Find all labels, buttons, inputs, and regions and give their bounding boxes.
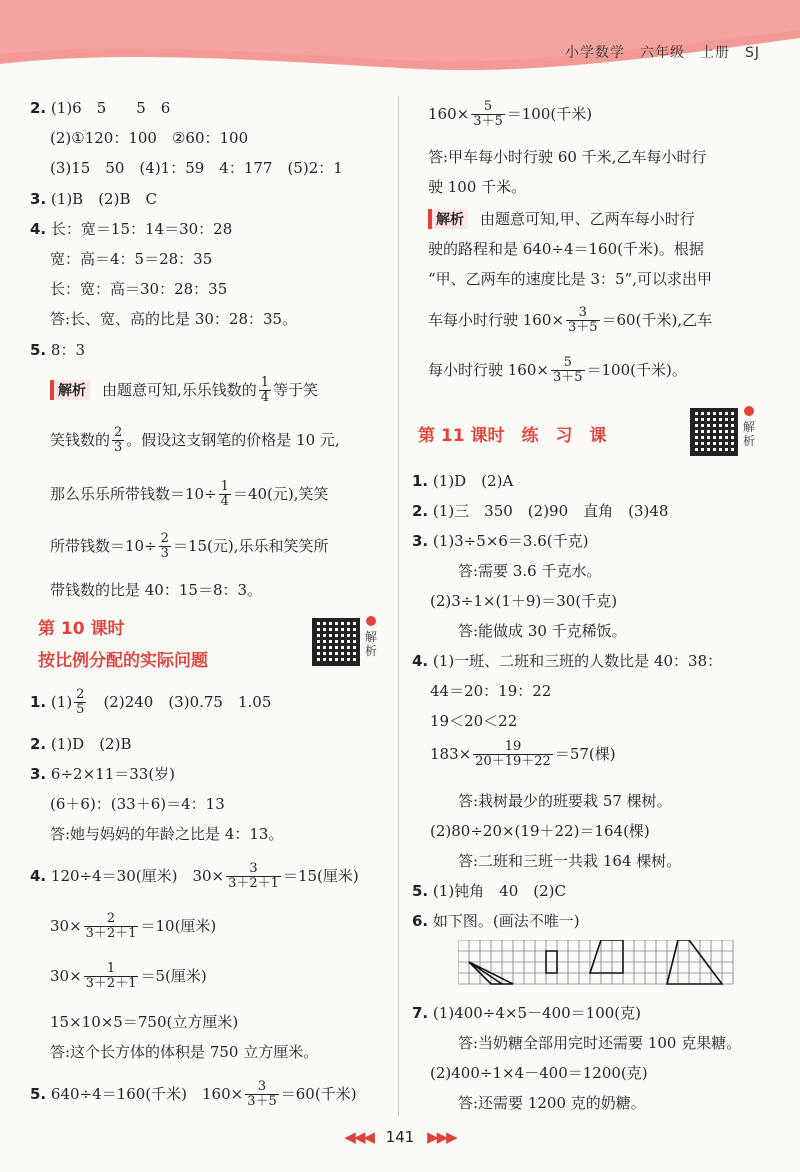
qr-label: 解析 [742,420,755,448]
play-icon [744,406,754,416]
answer-line: 2. (1)6 5 5 6 [30,99,171,117]
lesson-11-title: 第 11 课时 练 习 课 [418,426,607,446]
qr-code-icon[interactable] [690,408,738,456]
header-band [0,0,800,80]
analysis-line: 那么乐乐所带钱数＝10÷ $\frac{1}{4}$ ＝40(元),笑笑 [50,479,329,510]
analysis-line: 笑钱数的 $\frac{2}{3}$ 。假设这支钢笔的价格是 10 元, [50,425,340,456]
analysis-line: “甲、乙两车的速度比是 3：5”,可以求出甲 [428,270,712,288]
answer-line: 答:能做成 30 千克稀饭。 [458,622,627,640]
answer-line: 183× $\frac{19}{20+19+22}$ ＝57(棵) [430,739,616,770]
answer-line: 答:她与妈妈的年龄之比是 4：13。 [50,825,284,843]
column-divider [398,96,399,1116]
answer-line: 1. (1) $\frac{2}{5}$ (2)240 (3)0.75 1.05 [30,687,272,718]
answer-line: 2. (1)D (2)B [30,735,132,753]
page-number: 141 [385,1128,415,1146]
prev-arrows-icon: ◀◀◀ [344,1128,373,1146]
answer-line: 6. 如下图。(画法不唯一) [412,912,580,930]
answer-line: 5. 8：3 [30,341,86,359]
next-arrows-icon: ▶▶▶ [427,1128,456,1146]
analysis-line: 所带钱数＝10÷ $\frac{2}{3}$ ＝15(元),乐乐和笑笑所 [50,531,329,562]
analysis-line: 解析 由题意可知,甲、乙两车每小时行 [428,208,695,229]
answer-line: (2)3÷1×(1＋9)＝30(千克) [430,592,618,610]
analysis-tag: 解析 [428,209,468,229]
answer-line: 3. (1)3÷5×6＝3.6(千克) [412,532,589,550]
answer-line: 19＜20＜22 [430,712,518,730]
answer-line: 30× $\frac{2}{3+2+1}$ ＝10(厘米) [50,911,217,942]
analysis-line: 车每小时行驶 160× $\frac{3}{3+5}$ ＝60(千米),乙车 [428,305,713,336]
page-footer [0,1128,800,1146]
answer-line: 5. 640÷4＝160(千米) 160× $\frac{3}{3+5}$ ＝60(千米) [30,1079,357,1110]
answer-line: 4. 长：宽＝15：14＝30：28 [30,220,233,238]
answer-line: 3. (1)B (2)B C [30,190,157,208]
answer-line: 5. (1)钝角 40 (2)C [412,882,566,900]
answer-line: 宽：高＝4：5＝28：35 [50,250,213,268]
lesson-10-subtitle: 按比例分配的实际问题 [38,651,208,671]
answer-line: 答:需要 3.6 千克水。 [458,562,602,580]
answer-line: 160× $\frac{5}{3+5}$ ＝100(千米) [428,99,593,130]
answer-line: 1. (1)D (2)A [412,472,514,490]
answer-line: 长：宽：高＝30：28：35 [50,280,228,298]
analysis-tag: 解析 [50,380,90,400]
lesson-10-title: 第 10 课时 [38,619,125,639]
play-icon [366,616,376,626]
answer-line: 4. (1)一班、二班和三班的人数比是 40：38： [412,652,723,670]
analysis-line: 每小时行驶 160× $\frac{5}{3+5}$ ＝100(千米)。 [428,355,687,386]
answer-line: (2)80÷20×(19＋22)＝164(棵) [430,822,650,840]
qr-code-icon[interactable] [312,618,360,666]
answer-line: 答:还需要 1200 克的奶糖。 [458,1094,646,1112]
answer-line: 2. (1)三 350 (2)90 直角 (3)48 [412,502,669,520]
answer-line: 答:长、宽、高的比是 30：28：35。 [50,310,298,328]
qr-label: 解析 [364,630,377,658]
answer-line: 30× $\frac{1}{3+2+1}$ ＝5(厘米) [50,961,207,992]
answer-line: 3. 6÷2×11＝33(岁) [30,765,176,783]
answer-line: 答:栽树最少的班要栽 57 棵树。 [458,792,672,810]
answer-line: (2)400÷1×4－400＝1200(克) [430,1064,648,1082]
analysis-line: 带钱数的比是 40：15＝8：3。 [50,581,263,599]
answer-line: 答:当奶糖全部用完时还需要 100 克果糖。 [458,1034,742,1052]
answer-line: 驶 100 千米。 [428,178,527,196]
answer-line: 答:甲车每小时行驶 60 千米,乙车每小时行 [428,148,707,166]
answer-line: 4. 120÷4＝30(厘米) 30× $\frac{3}{3+2+1}$ ＝15(厘米) [30,861,359,892]
answer-line: 答:这个长方体的体积是 750 立方厘米。 [50,1043,319,1061]
answer-line: (3)15 50 (4)1：59 4：177 (5)2：1 [50,159,343,177]
answer-line: (6＋6)：(33＋6)＝4：13 [50,795,225,813]
analysis-line: 解析 由题意可知,乐乐钱数的 $\frac{1}{4}$ 等于笑 [50,376,318,406]
answer-line: 7. (1)400÷4×5－400＝100(克) [412,1004,641,1022]
answer-line: 答:二班和三班一共栽 164 棵树。 [458,852,682,870]
page-header-title: 小学数学 六年级 上册 SJ [564,45,760,61]
answer-line: 15×10×5＝750(立方厘米) [50,1013,239,1031]
answer-line: 44＝20：19：22 [430,682,552,700]
grid-figure [458,940,738,992]
analysis-line: 驶的路程和是 640÷4＝160(千米)。根据 [428,240,704,258]
answer-line: (2)①120：100 ②60：100 [50,129,249,147]
